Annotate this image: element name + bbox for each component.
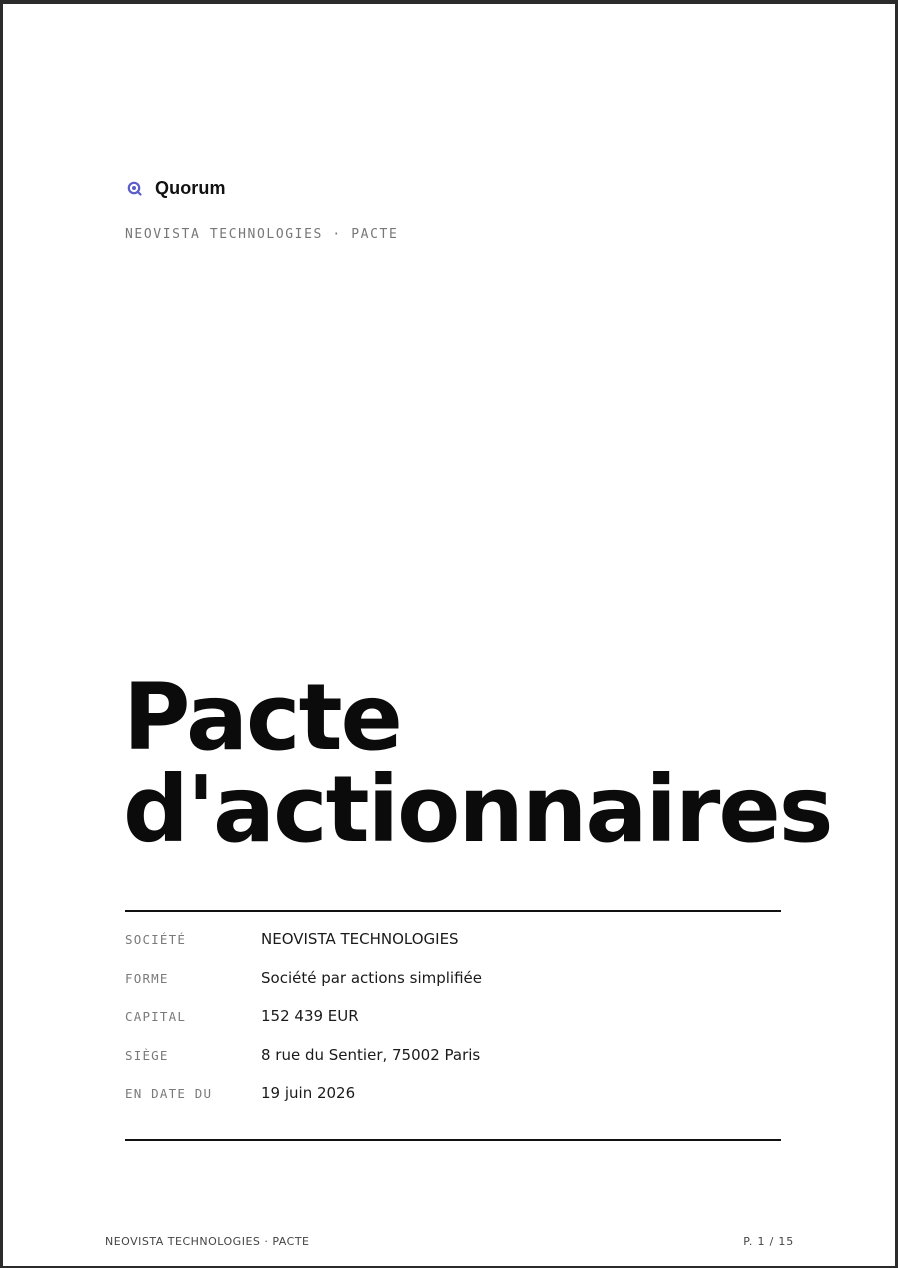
detail-row-forme [125, 969, 781, 1008]
detail-value: 8 rue du Sentier, 75002 Paris [261, 1045, 481, 1064]
detail-label: EN DATE DU [125, 1086, 213, 1102]
detail-label: SIÈGE [125, 1047, 169, 1063]
brand-header [125, 178, 226, 199]
detail-label: FORME [125, 970, 169, 986]
quorum-logo-icon [125, 179, 145, 199]
detail-value: 152 439 EUR [261, 1007, 359, 1026]
detail-row-siege [125, 1046, 781, 1085]
brand-name: Quorum [155, 178, 226, 198]
detail-label: SOCIÉTÉ [125, 932, 187, 947]
detail-label: CAPITAL [125, 1009, 187, 1025]
detail-value: Société par actions simplifiée [261, 968, 482, 987]
detail-row-societe [125, 930, 781, 969]
detail-row-date [125, 1084, 781, 1123]
detail-row-capital [125, 1007, 781, 1046]
page-title [123, 664, 832, 863]
detail-value: NEOVISTA TECHNOLOGIES [261, 930, 459, 948]
footer-page-number: P. 1 / 15 [743, 1235, 794, 1248]
company-details-table [125, 910, 781, 1141]
title-line-2: d'actionnaires [123, 756, 832, 863]
title-line-1: Pacte [123, 664, 401, 771]
footer-document-label: NEOVISTA TECHNOLOGIES · PACTE [105, 1235, 310, 1248]
detail-value: 19 juin 2026 [261, 1084, 356, 1103]
document-kicker: NEOVISTA TECHNOLOGIES · PACTE [125, 227, 399, 242]
